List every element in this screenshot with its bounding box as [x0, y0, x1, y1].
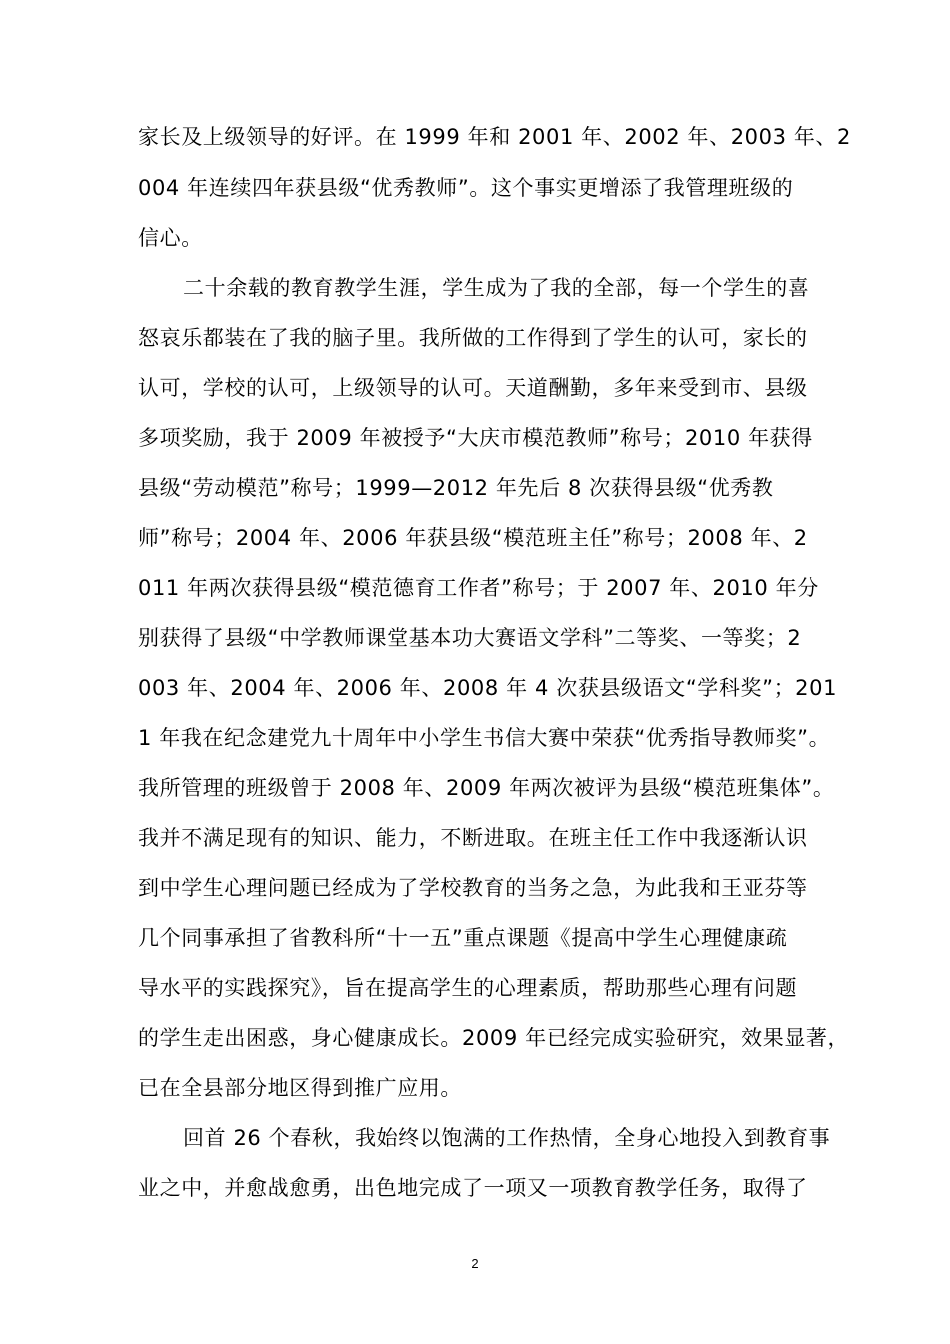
text-line: 1 年我在纪念建党九十周年中小学生书信大赛中荣获“优秀指导教师奖”。	[138, 726, 831, 750]
text-line: 别获得了县级“中学教师课堂基本功大赛语文学科”二等奖、一等奖；2	[138, 626, 802, 650]
text-line: 认可，学校的认可，上级领导的认可。天道酬勤，多年来受到市、县级	[138, 376, 808, 400]
page-number: 2	[471, 1256, 479, 1271]
text-line: 的学生走出困惑，身心健康成长。2009 年已经完成实验研究，效果显著，	[138, 1026, 850, 1050]
text-line: 多项奖励，我于 2009 年被授予“大庆市模范教师”称号；2010 年获得	[138, 426, 813, 450]
text-line: 导水平的实践探究》，旨在提高学生的心理素质，帮助那些心理有问题	[138, 976, 798, 1000]
text-line: 我并不满足现有的知识、能力，不断进取。在班主任工作中我逐渐认识	[138, 826, 808, 850]
text-line: 县级“劳动模范”称号；1999—2012 年先后 8 次获得县级“优秀教	[138, 476, 774, 500]
text-line: 003 年、2004 年、2006 年、2008 年 4 次获县级语文“学科奖”；201	[138, 676, 838, 700]
text-line: 怒哀乐都装在了我的脑子里。我所做的工作得到了学生的认可，家长的	[138, 326, 808, 350]
paragraph-first-line: 回首 26 个春秋，我始终以饱满的工作热情，全身心地投入到教育事	[183, 1126, 831, 1150]
text-line: 已在全县部分地区得到推广应用。	[138, 1076, 462, 1100]
text-line: 师”称号；2004 年、2006 年获县级“模范班主任”称号；2008 年、2	[138, 526, 808, 550]
text-line: 家长及上级领导的好评。在 1999 年和 2001 年、2002 年、2003 年、2	[138, 125, 851, 149]
text-line: 004 年连续四年获县级“优秀教师”。这个事实更增添了我管理班级的	[138, 176, 794, 200]
text-line: 业之中，并愈战愈勇，出色地完成了一项又一项教育教学任务，取得了	[138, 1176, 808, 1200]
text-line: 我所管理的班级曾于 2008 年、2009 年两次被评为县级“模范班集体”。	[138, 776, 835, 800]
text-line: 几个同事承担了省教科所“十一五”重点课题《提高中学生心理健康疏	[138, 926, 788, 950]
paragraph-first-line: 二十余载的教育教学生涯，学生成为了我的全部，每一个学生的喜	[183, 276, 810, 300]
text-line: 信心。	[138, 226, 203, 250]
text-line: 011 年两次获得县级“模范德育工作者”称号；于 2007 年、2010 年分	[138, 576, 819, 600]
text-line: 到中学生心理问题已经成为了学校教育的当务之急，为此我和王亚芬等	[138, 876, 808, 900]
